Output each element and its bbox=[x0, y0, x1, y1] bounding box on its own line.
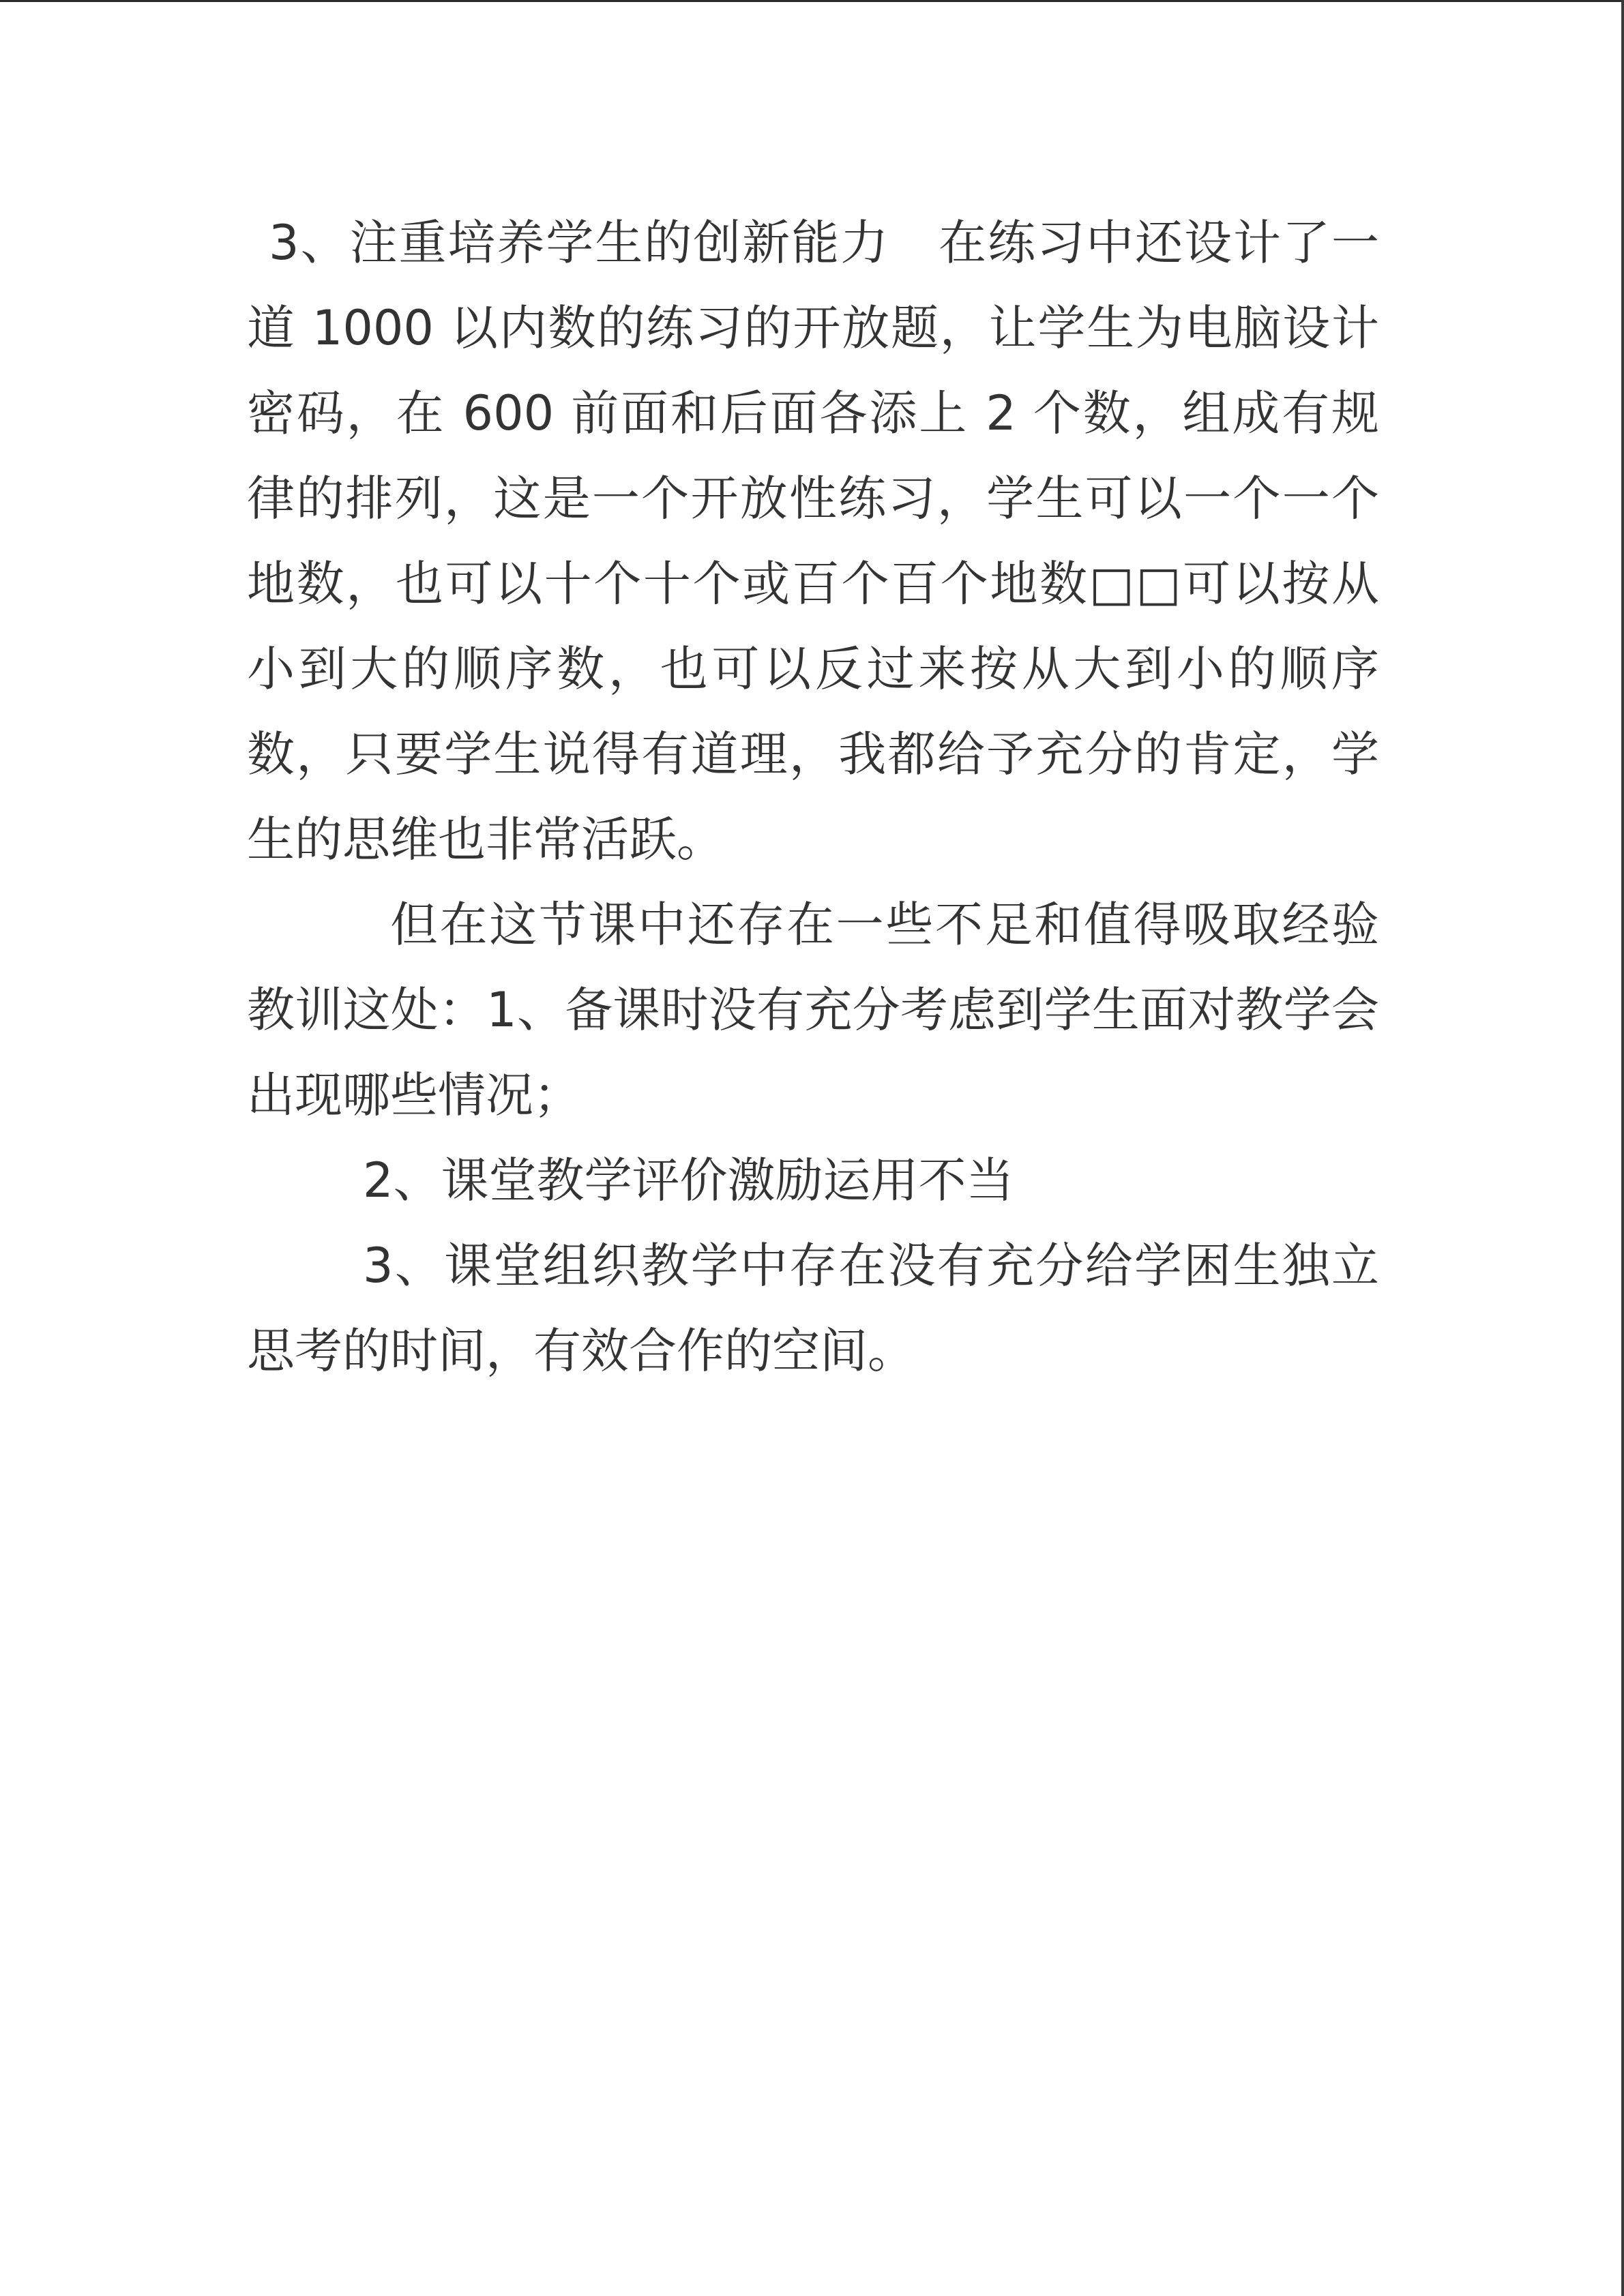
paragraph-point-2 bbox=[247, 1138, 1379, 1223]
paragraph-innovation-ability bbox=[247, 200, 1379, 882]
paragraph-text: 2、课堂教学评价激励运用不当 bbox=[363, 1152, 1014, 1208]
paragraph-text: 但在这节课中还存在一些不足和值得吸取经验教训这处：1、备课时没有充分考虑到学生面对教学会出现哪些情况； bbox=[247, 897, 1379, 1123]
page-top-border bbox=[0, 0, 1624, 2]
paragraph-point-3 bbox=[247, 1223, 1379, 1394]
paragraph-shortcomings bbox=[247, 882, 1379, 1138]
paragraph-text: 3、注重培养学生的创新能力 在练习中还设计了一道 1000 以内数的练习的开放题，让学生为电脑设计密码，在 600 前面和后面各添上 2 个数，组成有规律的排列，这是一个开放性练习，学生可以一个一个地数，也可以十个十个或百个百个地数□□可以按从小到大的顺序数，也可以反过来按从大到小的顺序数，只要学生说得有道理，我都给予充分的肯定，学生的思维也非常活跃。 bbox=[247, 215, 1379, 867]
paragraph-text: 3、课堂组织教学中存在没有充分给学困生独立思考的时间，有效合作的空间。 bbox=[247, 1238, 1379, 1379]
document-page bbox=[247, 200, 1379, 1394]
page-right-border bbox=[1621, 0, 1624, 2296]
